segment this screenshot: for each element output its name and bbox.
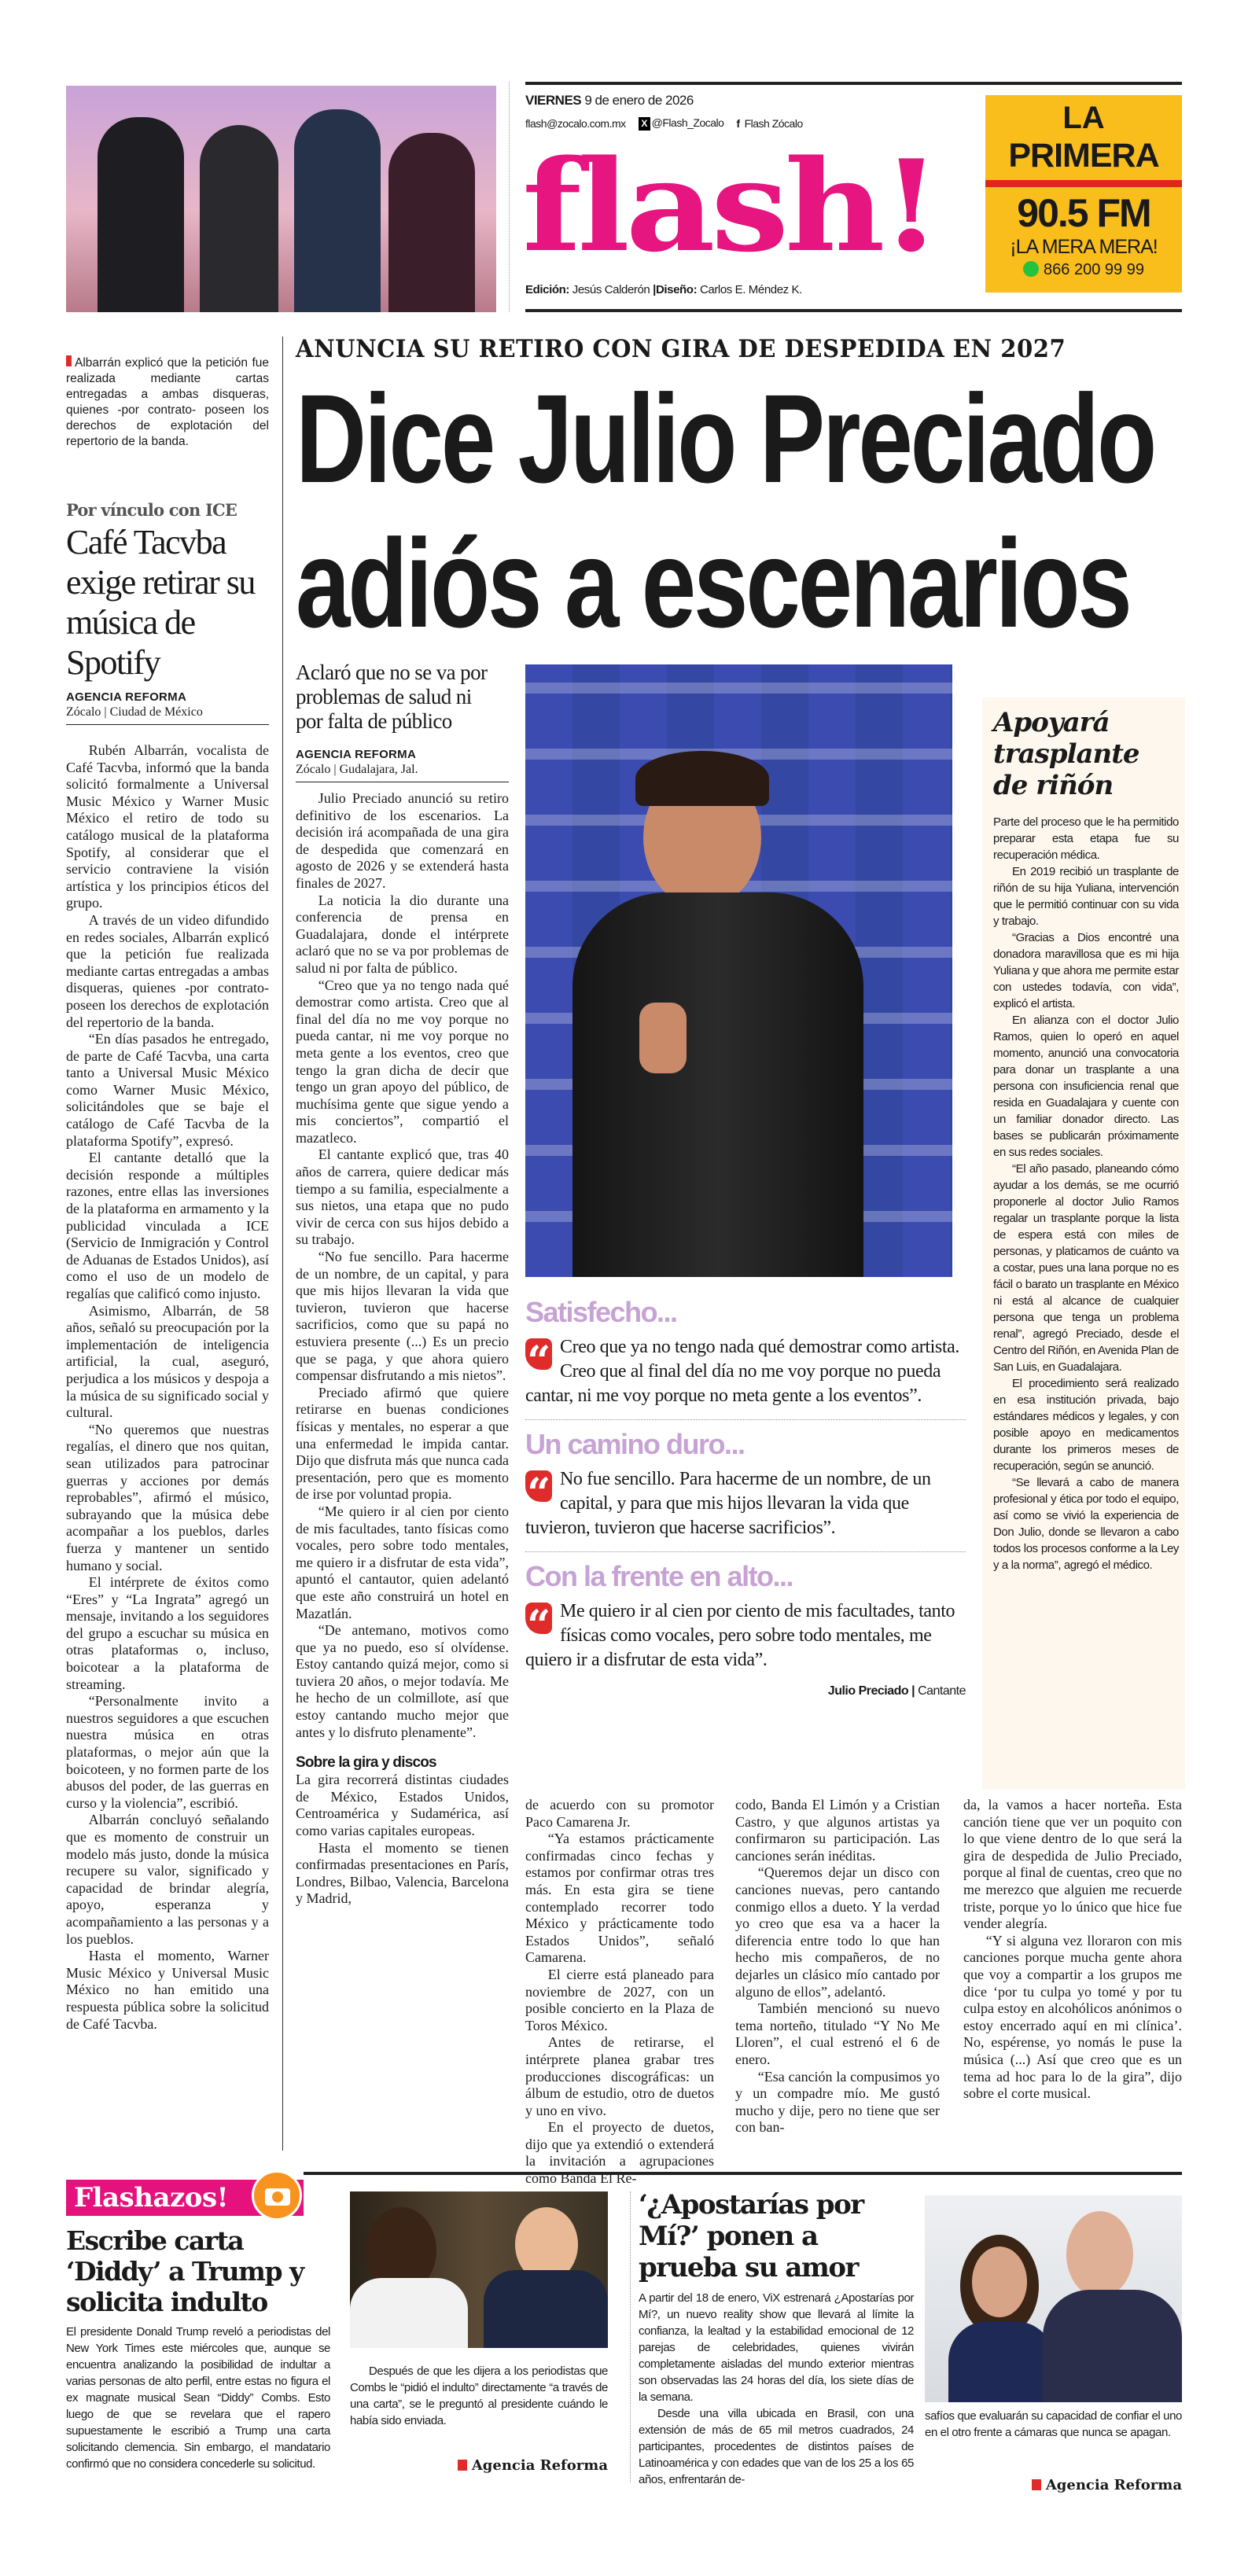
dateline: Zócalo | Ciudad de México bbox=[66, 705, 269, 725]
quote-text: “ Me quiero ir al cien por ciento de mis facultades, tanto físicas como vocales, pero sobre todo mentales, me quiero ir a disfrutar de esta vida”. bbox=[525, 1601, 955, 1670]
paragraph: La gira recorrerá distintas ciudades de México, Estados Unidos, Centroamérica y Sudamérica, así como varias capitales europeas. bbox=[296, 1772, 509, 1839]
twitter-link[interactable]: X @Flash_Zocalo bbox=[639, 116, 724, 131]
quote-icon: “ bbox=[525, 1338, 552, 1370]
paragraph: Parte del proceso que le ha permitido preparar esta etapa fue su recuperación médica. bbox=[993, 815, 1179, 862]
ad-slogan: ¡LA MERA MERA! bbox=[1010, 236, 1158, 258]
diddy-trump-photo bbox=[350, 2191, 608, 2348]
paragraph: “Creo que ya no tengo nada qué demostrar como artista. Creo que al final del día no me voy porque no pueda cantar, ni me voy porque no meta gente a los eventos, creo que tengo la gran dicha de decir que tengo un gran apoyo del público, de muchísima gente que sigue yendo a mis conciertos”, compartió el mazatleco. bbox=[296, 977, 509, 1146]
paragraph: Albarrán concluyó señalando que es momento de construir un modelo más justo, donde la música recupere su valor, significado y capacidad de brindar alegría, apoyo, esperanza y acompañamiento a las personas y a los pueblos. bbox=[66, 1812, 269, 1947]
paragraph: Asimismo, Albarrán, de 58 años, señaló su preocupación por la implementación de inteligencia artificial, la cual, aseguró, perjudica a los músicos y despoja a la música de su significado social y cultural. bbox=[66, 1302, 269, 1421]
flash-logo: flash! bbox=[522, 132, 937, 280]
date-line: VIERNES 9 de enero de 2026 bbox=[525, 93, 694, 108]
quote-text: “ Creo que ya no tengo nada qué demostrar como artista. Creo que al final del día no me voy porque no pueda cantar, ni me voy porque no meta gente a los eventos”. bbox=[525, 1337, 959, 1406]
paragraph: codo, Banda El Limón y a Cristian Castro, y que algunos artistas ya confirmaron su participación. Las canciones serán inéditas. bbox=[735, 1797, 940, 1864]
paragraph: Hasta el momento, Warner Music México y Universal Music México no han emitido una respuesta pública sobre la solicitud de Café Tacvba. bbox=[66, 1948, 269, 2032]
agency-credit: AGENCIA REFORMA bbox=[66, 690, 187, 704]
paragraph: Desde una villa ubicada en Brasil, con una extensión de más de 65 mil metros cuadrados, 24 participantes, procedentes de distintos países de Latinoamérica y con edades que van de los 25 a los 65 años, enfrentarán de- bbox=[639, 2407, 914, 2486]
main-story-column bbox=[296, 661, 509, 1908]
social-links bbox=[525, 116, 803, 131]
quote-attribution: Julio Preciado | Cantante bbox=[827, 1684, 966, 1698]
quote-icon: “ bbox=[525, 1603, 552, 1634]
paragraph: La noticia la dio durante una conferencia de prensa en Guadalajara, donde el intérprete aclaró que no se va por problemas de salud ni por falta de público. bbox=[296, 892, 509, 976]
paragraph: En 2019 recibió un trasplante de riñón de su hija Yuliana, intervención que le permitió continuar con su vida y trabajo. bbox=[993, 865, 1179, 928]
camera-icon bbox=[252, 2170, 302, 2221]
ad-la: LA bbox=[1062, 101, 1105, 135]
paragraph: “Gracias a Dios encontré una donadora maravillosa que es mi hija Yuliana y que ahora me permite estar con ustedes todavía, con vida”, explicó el artista. bbox=[993, 931, 1179, 1010]
paragraph: En alianza con el doctor Julio Ramos, quien lo operó en aquel momento, anunció una convocatoria para donar un trasplante a una persona con insuficiencia renal que resida en Guadalajara y cuente con un familiar donador directo. Las bases se publicarán próximamente en sus redes sociales. bbox=[993, 1014, 1179, 1159]
paragraph: “Personalmente invito a nuestros seguidores a que escuchen nuestra música en otras plataformas, o mejor aún que la boicoteen, y no formen parte de los abusos del poder, de las guerras en curso y la violencia”, escribió. bbox=[66, 1693, 269, 1811]
headline: Escribe carta ‘Diddy’ a Trump y solicita indulto bbox=[66, 2225, 304, 2317]
paragraph: A través de un video difundido en redes sociales, Albarrán explicó que la petición fue realizada mediante cartas entregadas a ambas disqueras, quienes -por contrato- poseen los derechos de explotación del repertorio de la banda. bbox=[66, 911, 269, 1030]
dateline: Zócalo | Gudalajara, Jal. bbox=[296, 762, 509, 782]
quote-item bbox=[525, 1428, 966, 1540]
cafe-tacvba-photo bbox=[66, 86, 496, 312]
radio-ad[interactable] bbox=[985, 95, 1182, 293]
paragraph: Julio Preciado anunció su retiro definitivo de los escenarios. La decisión irá acompañada de una gira de despedida que comenzará en agosto de 2026 y se extenderá hasta finales de 2027. bbox=[296, 790, 509, 891]
article-body-col3 bbox=[525, 1797, 714, 2188]
paragraph: El procedimiento será realizado en esa institución privada, bajo estándares médicos y legales, y con posible apoyo en medicamentos durante los primeros meses de recuperación, según se anunció. bbox=[993, 1377, 1179, 1473]
paragraph: “Ya estamos prácticamente confirmadas cinco fechas y estamos por confirmar otras tres más. En esta gira se tiene contemplado recorrer todo México y prácticamente todo Estados Unidos”, señaló Camarena. bbox=[525, 1831, 714, 1966]
flashazos-banner: Flashazos! bbox=[66, 2180, 304, 2216]
quote-heading: Satisfecho... bbox=[525, 1296, 677, 1328]
left-story-headline: Café Tacvba exige retirar su música de Spotify bbox=[66, 523, 255, 682]
paragraph: El presidente Donald Trump reveló a periodistas del New York Times este miércoles que, aunque se encuentra analizando la posibilidad de indultar a varias personas de alto perfil, entre estas no figura el ex magnate musical Sean “Diddy” Combs. Esto luego de que se revelara que el rapero supuestamente le escribió a Trump una carta solicitando clemencia. Sin embargo, el mandatario confirmó que no considera concederle su solicitud. bbox=[66, 2325, 330, 2471]
paragraph: “Me quiero ir al cien por ciento de mis facultades, tanto físicas como vocales, pero sobre todo mentales, me quiero ir a disfrutar de esta vida”, apuntó el cantautor, quien adelantó que este año construirá un hotel en Mazatlán. bbox=[296, 1503, 509, 1621]
column-divider bbox=[282, 337, 283, 2151]
paragraph: “Se llevará a cabo de manera profesional y ética por todo el equipo, así como se vivió la experiencia de Don Julio, donde se llevaron a cabo todos los procesos conforme a la Ley y a la norma”, agregó el médico. bbox=[993, 1476, 1179, 1572]
main-overline: ANUNCIA SU RETIRO CON GIRA DE DESPEDIDA EN 2027 bbox=[296, 335, 1066, 363]
diddy-story bbox=[66, 2225, 330, 2472]
article-body bbox=[66, 2324, 330, 2472]
paragraph: “De antemano, motivos como que ya no puedo, eso sí olvídense. Estoy cantando quizá mejor, como si tuviera 20 años, o mejor todavía. Me he hecho de un colmillote, así que estoy cantando mucho mejor que antes y lo disfruto plenamente”. bbox=[296, 1622, 509, 1740]
paragraph: “Y si alguna vez lloraron con mis canciones porque mucha gente ahora que voy a compartir a los grupos me dice ‘por tu culpa yo tomé y por tu culpa estoy en alcohólicos anónimos o estoy encerrado aquí en mi clínica’. No, espérense, yo nomás le puse la música (...) Así que creo que es un tema ad hoc para lo de la gira”, dijo sobre el corte musical. bbox=[963, 1932, 1182, 2102]
paragraph: “El año pasado, planeando cómo ayudar a los demás, se me ocurrió proponerle al doctor Julio Ramos regalar un trasplante porque la lista de espera está con miles de personas, y platicamos de cuánto va a costar, pues una lana porque no es fácil o barato un trasplante en México ni está al alcance de cualquier persona que tenga un problema renal”, agregó Preciado, desde el Centro del Riñón, en Avenida Plan de San Luis, en Guadalajara. bbox=[993, 1162, 1179, 1374]
apostarias-story bbox=[639, 2189, 914, 2488]
paragraph: da, la vamos a hacer norteña. Esta canción tiene que ver un poquito con lo que viene dentro de lo que será la gira de despedida de Julio Preciado, porque al final de cuentas, creo que no me merezco que alguien me recuerde triste, porque yo lo único que hice fue vender alegría. bbox=[963, 1797, 1182, 1932]
paragraph: El intérprete de éxitos como “Eres” y “La Ingrata” agregó un mensaje, invitando a los seguidores del grupo a escuchar su música en otras plataformas o, incluso, boicotear a la plataforma de streaming. bbox=[66, 1574, 269, 1692]
section-rule bbox=[304, 2172, 1182, 2175]
paragraph: “No fue sencillo. Para hacerme de un nombre, de un capital, y para que mis hijos llevaran la vida que tuvieron, tuvieron que hacerse sacrificios, como que su papá no estuviera presente (...) Es un precio que se paga, y que ahora quiero compensar disfrutando a mis nietos”. bbox=[296, 1249, 509, 1384]
credits-line: Edición: Jesús Calderón |Diseño: Carlos E. Méndez K. bbox=[525, 283, 802, 296]
ad-frequency: 90.5 FM bbox=[1017, 191, 1150, 235]
sidebar-body bbox=[993, 814, 1179, 1573]
article-body bbox=[296, 790, 509, 1741]
paragraph: “Esa canción la compusimos yo y un compadre mío. Me gustó mucho y dije, pero no tiene que ser con ban- bbox=[735, 2068, 940, 2136]
x-icon: X bbox=[639, 117, 650, 131]
ad-phone: 866 200 99 99 bbox=[985, 260, 1182, 279]
header-divider bbox=[509, 82, 510, 312]
article-body bbox=[639, 2290, 914, 2488]
article-body-continuation: safíos que evaluarán su capacidad de confiar el uno en el otro frente a cámaras que nunca se apagan. bbox=[925, 2409, 1182, 2439]
paragraph: Rubén Albarrán, vocalista de Café Tacvba, informó que la banda solicitó formalmente a Universal Music México y Warner Music México el retiro de todo su catálogo musical de la plataforma Spotify, al considerar que el servicio contraviene la visión artística y los principios éticos del grupo. bbox=[66, 742, 269, 911]
ad-primera: PRIMERA bbox=[1008, 137, 1159, 175]
article-body bbox=[66, 742, 269, 2033]
apostarias-hosts-photo bbox=[925, 2195, 1182, 2402]
paragraph: El cantante explicó que, tras 40 años de carrera, quiere dedicar más tiempo a su familia, especialmente a sus nietos, una etapa que no pudo vivir de cerca con sus hijos debido a su trabajo. bbox=[296, 1146, 509, 1248]
julio-preciado-photo bbox=[525, 664, 952, 1277]
quote-text: “ No fue sencillo. Para hacerme de un nombre, de un capital, y para que mis hijos llevaran la vida que tuvieron, tuvieron que hacerse sacrificios”. bbox=[525, 1469, 931, 1538]
paragraph: “Queremos dejar un disco con canciones nuevas, pero cantando conmigo ellos a dueto. Y la verdad yo creo que esa va a hacer la diferencia entre todo lo que han hecho mis compañeros, de no dejarles un clásico mío cantado por alguno de ellos”, adelantó. bbox=[735, 1864, 940, 2000]
quote-item bbox=[525, 1296, 966, 1408]
paragraph: “En días pasados he entregado, de parte de Café Tacvba, una carta tanto a Universal Music México como Warner Music México, solicitándoles que se baje el catálogo de Café Tacvba de la plataforma Spotify”, expresó. bbox=[66, 1031, 269, 1149]
quote-heading: Un camino duro... bbox=[525, 1428, 745, 1460]
quote-icon: “ bbox=[525, 1470, 552, 1502]
kidney-sidebar bbox=[982, 697, 1185, 1790]
paragraph: En el proyecto de duetos, dijo que ya extendió o extenderá la invitación a agrupaciones como Banda El Re- bbox=[525, 2119, 714, 2187]
agency-credit: AGENCIA REFORMA bbox=[296, 748, 417, 761]
main-headline: Dice Julio Preciado adiós a escenarios bbox=[296, 368, 1155, 653]
agency-credit: Agencia Reforma bbox=[925, 2477, 1182, 2494]
paragraph: de acuerdo con su promotor Paco Camarena Jr. bbox=[525, 1797, 714, 1830]
paragraph: A partir del 18 de enero, ViX estrenará ¿Apostarías por Mí?, un nuevo reality show que llevará al límite la confianza, la lealtad y la estabilidad emocional de 12 parejas de celebridades, quienes vivirán completamente aisladas del mundo exterior mientras son observadas las 24 horas del día, los siete días de la semana. bbox=[639, 2291, 914, 2404]
headline: ‘¿Apostarías por Mí?’ ponen a prueba su amor bbox=[639, 2189, 863, 2283]
facebook-link[interactable]: f Flash Zócalo bbox=[736, 116, 803, 130]
article-body-col5 bbox=[963, 1797, 1182, 2103]
article-body-col4 bbox=[735, 1797, 940, 2136]
left-story-kicker: Por vínculo con ICE bbox=[66, 500, 237, 520]
paragraph: “No queremos que nuestras regalías, el dinero que nos quitan, sean utilizados para patrocinar guerras y acciones por demás reprobables”, afirmó el músico, subrayando que la música debe acompañar a los pueblos, darles fuerza y mantener un sentido humano y social. bbox=[66, 1421, 269, 1573]
photo-caption: Después de que les dijera a los periodistas que Combs le “pidió el indulto” directamente “a través de una carta”, se le preguntó al presidente cuándo le había sido enviada. bbox=[350, 2364, 608, 2427]
paragraph: Hasta el momento se tienen confirmadas presentaciones en París, Londres, Bilbao, Valencia, Barcelona y Madrid, bbox=[296, 1839, 509, 1907]
paragraph: El cantante detalló que la decisión responde a múltiples razones, entre ellas las inversiones de la plataforma en armamento y la publicidad vinculada a ICE (Servicio de Inmigración y Control de Aduanas de Estados Unidos), así como el uso de un modelo de regalías que calificó como injusto. bbox=[66, 1150, 269, 1301]
facebook-icon: f bbox=[736, 116, 740, 130]
deck: Aclaró que no se va por problemas de salud ni por falta de público bbox=[296, 661, 488, 733]
subhead: Sobre la gira y discos bbox=[296, 1754, 436, 1772]
quotes-box bbox=[525, 1296, 966, 1698]
sidebar-title: Apoyará trasplante de riñón bbox=[993, 707, 1139, 801]
article-body bbox=[296, 1772, 509, 1908]
quote-item bbox=[525, 1560, 966, 1673]
whatsapp-icon bbox=[1023, 261, 1039, 277]
paragraph: El cierre está planeado para noviembre de 2027, con un posible concierto en la Plaza de Toros México. bbox=[525, 1966, 714, 2033]
paragraph: También mencionó su nuevo tema norteño, titulado “Y No Me Lloren”, el cual estrenó el 6 de enero. bbox=[735, 2000, 940, 2067]
paragraph: Antes de retirarse, el intérprete planea grabar tres producciones discográficas: un álbum de estudio, otro de duetos y uno en vivo. bbox=[525, 2034, 714, 2118]
photo-caption: Albarrán explicó que la petición fue realizada mediante cartas entregadas a ambas disqueras, quienes -por contrato- poseen los derechos de explotación del repertorio de la banda. bbox=[66, 356, 269, 448]
column-divider bbox=[630, 2191, 631, 2482]
agency-credit: Agencia Reforma bbox=[350, 2457, 608, 2475]
quote-heading: Con la frente en alto... bbox=[525, 1560, 793, 1592]
paragraph: Preciado afirmó que quiere retirarse en buenas condiciones físicas y mentales, no esperar a que una enfermedad le impida cantar. Dijo que disfruta más que nunca cada presentación, pero que es momento de irse por voluntad propia. bbox=[296, 1384, 509, 1503]
email-link[interactable]: flash@zocalo.com.mx bbox=[525, 116, 626, 130]
left-story-credit bbox=[66, 690, 269, 725]
